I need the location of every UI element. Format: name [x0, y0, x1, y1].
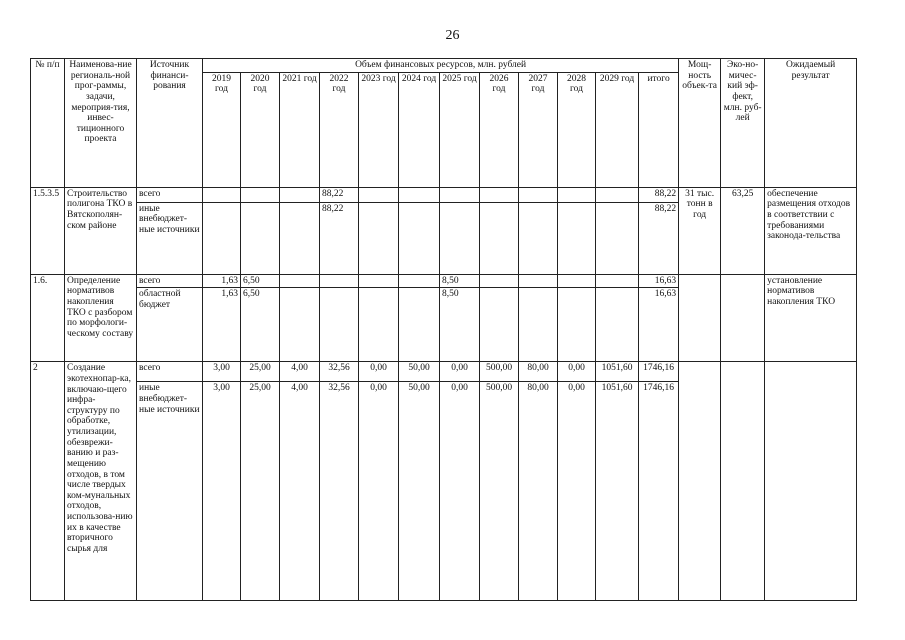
header-year: 2024 год: [399, 72, 440, 187]
cell-value: 80,00: [519, 362, 558, 382]
cell-value: [440, 202, 480, 274]
cell-value: 4,00: [280, 362, 320, 382]
page-number: 26: [445, 28, 460, 43]
row-result: обеспечение размещения отходов в соответствии с требованиями законода-тельства: [765, 187, 857, 274]
row-result: установление нормативов накопления ТКО: [765, 274, 857, 362]
cell-value: [519, 202, 558, 274]
cell-value: [519, 288, 558, 362]
cell-value: 0,00: [440, 362, 480, 382]
cell-value: 8,50: [440, 274, 480, 288]
cell-value: 88,22: [320, 202, 359, 274]
row-capacity: [679, 274, 721, 362]
row-capacity: 31 тыс. тонн в год: [679, 187, 721, 274]
cell-value: 1,63: [203, 288, 241, 362]
header-year: 2028 год: [558, 72, 596, 187]
row-source: всего: [137, 362, 203, 382]
cell-value: [203, 187, 241, 202]
cell-value: [519, 274, 558, 288]
cell-value: 0,00: [440, 382, 480, 601]
cell-value: [480, 288, 519, 362]
cell-value: [241, 202, 280, 274]
cell-total: 16,63: [639, 288, 679, 362]
header-year: 2019 год: [203, 72, 241, 187]
row-source: всего: [137, 187, 203, 202]
cell-value: 4,00: [280, 382, 320, 601]
header-year: 2022 год: [320, 72, 359, 187]
cell-value: 500,00: [480, 382, 519, 601]
row-source: иные внебюджет-ные источники: [137, 382, 203, 601]
cell-value: [596, 274, 639, 288]
cell-value: 50,00: [399, 362, 440, 382]
cell-value: [440, 187, 480, 202]
cell-value: 32,56: [320, 382, 359, 601]
cell-value: [596, 187, 639, 202]
cell-value: [280, 202, 320, 274]
header-year: 2029 год: [596, 72, 639, 187]
header-effect: Эко-но-мичес-кий эф-фект, млн. руб-лей: [721, 59, 765, 188]
header-source: Источник финанси-рования: [137, 59, 203, 188]
header-year: 2025 год: [440, 72, 480, 187]
cell-value: [480, 187, 519, 202]
cell-total: 1746,16: [639, 362, 679, 382]
cell-value: 50,00: [399, 382, 440, 601]
header-volume: Объем финансовых ресурсов, млн. рублей: [203, 59, 679, 73]
cell-value: [280, 274, 320, 288]
cell-value: [558, 288, 596, 362]
cell-value: [480, 202, 519, 274]
cell-value: [399, 274, 440, 288]
cell-value: 0,00: [359, 362, 399, 382]
cell-value: [320, 288, 359, 362]
cell-value: [558, 202, 596, 274]
cell-value: 1051,60: [596, 382, 639, 601]
row-num: 2: [31, 362, 65, 601]
financing-table: [30, 58, 857, 601]
cell-value: 0,00: [359, 382, 399, 601]
row-source: областной бюджет: [137, 288, 203, 362]
cell-total: 88,22: [639, 202, 679, 274]
cell-value: [320, 274, 359, 288]
cell-value: [359, 274, 399, 288]
cell-value: 25,00: [241, 382, 280, 601]
cell-value: 6,50: [241, 288, 280, 362]
row-name: Создание экотехнопар-ка, включаю-щего инфра-структуру по обработке, утилизации, обезврежи-ванию и раз-мещению отходов, в том числе твердых ком-мунальных отходов, использова-нию их в качестве вторичного сырья для: [65, 362, 137, 601]
cell-value: [558, 187, 596, 202]
row-capacity: [679, 362, 721, 601]
cell-value: 3,00: [203, 382, 241, 601]
row-effect: [721, 274, 765, 362]
cell-value: 1051,60: [596, 362, 639, 382]
header-year: 2021 год: [280, 72, 320, 187]
header-num: № п/п: [31, 59, 65, 188]
header-total: итого: [639, 72, 679, 187]
row-name: Определение нормативов накопления ТКО с разбором по морфологи-ческому составу: [65, 274, 137, 362]
cell-value: [359, 288, 399, 362]
header-year: 2023 год: [359, 72, 399, 187]
cell-value: 3,00: [203, 362, 241, 382]
cell-value: [519, 187, 558, 202]
cell-value: [399, 288, 440, 362]
header-year: 2026 год: [480, 72, 519, 187]
cell-value: [480, 274, 519, 288]
header-result: Ожидаемый результат: [765, 59, 857, 188]
cell-total: 16,63: [639, 274, 679, 288]
cell-total: 88,22: [639, 187, 679, 202]
cell-value: 500,00: [480, 362, 519, 382]
header-name: Наименова-ние региональ-ной прог-раммы, задачи, мероприя-тия, инвес-тиционного проекта: [65, 59, 137, 188]
cell-value: 1,63: [203, 274, 241, 288]
cell-value: [241, 187, 280, 202]
cell-value: 25,00: [241, 362, 280, 382]
header-capacity: Мощ-ность объек-та: [679, 59, 721, 188]
cell-value: 8,50: [440, 288, 480, 362]
row-num: 1.6.: [31, 274, 65, 362]
header-year: 2020 год: [241, 72, 280, 187]
cell-value: [596, 202, 639, 274]
cell-value: [203, 202, 241, 274]
cell-value: [399, 187, 440, 202]
cell-value: 80,00: [519, 382, 558, 601]
cell-total: 1746,16: [639, 382, 679, 601]
row-num: 1.5.3.5: [31, 187, 65, 274]
cell-value: 88,22: [320, 187, 359, 202]
cell-value: [280, 288, 320, 362]
row-source: иные внебюджет-ные источники: [137, 202, 203, 274]
cell-value: [558, 274, 596, 288]
row-name: Строительство полигона ТКО в Вятскополян-ском районе: [65, 187, 137, 274]
cell-value: [596, 288, 639, 362]
cell-value: [280, 187, 320, 202]
cell-value: [359, 187, 399, 202]
cell-value: 0,00: [558, 382, 596, 601]
cell-value: 0,00: [558, 362, 596, 382]
header-year: 2027 год: [519, 72, 558, 187]
row-result: [765, 362, 857, 601]
row-source: всего: [137, 274, 203, 288]
cell-value: 32,56: [320, 362, 359, 382]
cell-value: 6,50: [241, 274, 280, 288]
cell-value: [399, 202, 440, 274]
cell-value: [359, 202, 399, 274]
row-effect: [721, 362, 765, 601]
row-effect: 63,25: [721, 187, 765, 274]
